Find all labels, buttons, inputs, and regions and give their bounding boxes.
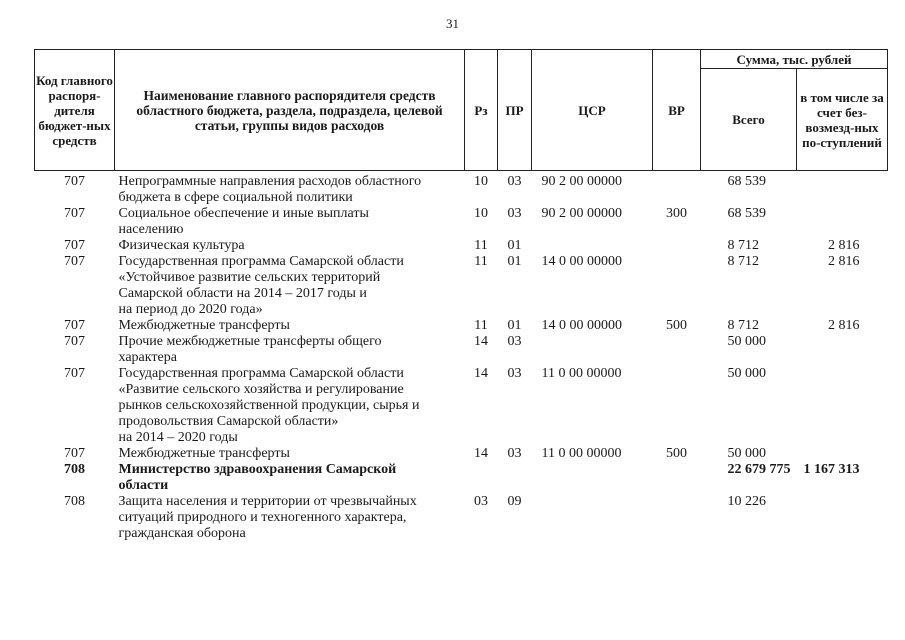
cell-code: 707 — [64, 318, 85, 333]
cell-pr: 03 — [507, 334, 522, 349]
table-body — [35, 171, 888, 543]
cell-rz: 14 — [474, 366, 488, 381]
cell-csr: 90 2 00 00000 — [541, 174, 622, 189]
cell-pr: 03 — [507, 174, 522, 189]
cell-code: 708 — [64, 494, 85, 509]
table-row — [35, 366, 888, 446]
cell-total: 50 000 — [727, 334, 766, 349]
table-row — [35, 446, 888, 462]
cell-rz: 14 — [474, 334, 488, 349]
cell-code: 707 — [64, 174, 85, 189]
table-row — [35, 462, 888, 494]
cell-total: 68 539 — [727, 174, 766, 189]
cell-code: 707 — [64, 366, 85, 381]
cell-pr: 01 — [507, 318, 522, 333]
cell-total: 50 000 — [727, 366, 766, 381]
cell-name: Министерство здравоохранения Самарской области — [118, 462, 397, 493]
cell-vr: 500 — [666, 446, 687, 461]
header-vr: ВР — [653, 50, 701, 171]
cell-csr — [532, 238, 653, 254]
cell-total: 50 000 — [727, 446, 766, 461]
table-row — [35, 254, 888, 318]
table-row — [35, 206, 888, 238]
cell-gratuitous: 2 816 — [828, 318, 860, 333]
table-row — [35, 318, 888, 334]
cell-name: Социальное обеспечение и иные выплаты населению — [118, 206, 369, 237]
cell-gratuitous: 2 816 — [828, 254, 860, 269]
cell-csr: 11 0 00 00000 — [541, 446, 622, 461]
cell-gratuitous: 1 167 313 — [803, 462, 860, 477]
cell-csr — [532, 334, 653, 366]
cell-code: 708 — [64, 462, 85, 477]
cell-vr — [653, 171, 701, 207]
cell-rz: 11 — [474, 318, 488, 333]
cell-vr — [653, 238, 701, 254]
cell-code: 707 — [64, 206, 85, 221]
cell-name: Государственная программа Самарской области «Развитие сельского хозяйства и регулирование рынков сельскохозяйственной продукции, сырья и продовольствия Самарской области» на 2014 – 2020 годы — [118, 366, 420, 445]
cell-code: 707 — [64, 254, 85, 269]
cell-vr — [653, 334, 701, 366]
page-number: 31 — [446, 16, 459, 31]
cell-pr: 01 — [507, 254, 522, 269]
cell-gratuitous — [797, 366, 888, 446]
budget-table — [34, 49, 888, 542]
cell-csr: 14 0 00 00000 — [541, 254, 622, 269]
cell-pr — [498, 462, 532, 494]
cell-csr — [532, 462, 653, 494]
cell-name: Государственная программа Самарской области «Устойчивое развитие сельских территорий Самарской области на 2014 – 2017 годы и на период до 2020 года» — [118, 254, 404, 317]
cell-rz: 03 — [474, 494, 488, 509]
cell-name: Межбюджетные трансферты — [118, 318, 290, 333]
header-csr: ЦСР — [532, 50, 653, 171]
header-rz: Рз — [465, 50, 498, 171]
cell-csr: 90 2 00 00000 — [541, 206, 622, 221]
cell-gratuitous: 2 816 — [828, 238, 860, 253]
cell-total: 8 712 — [727, 318, 759, 333]
cell-name: Непрограммные направления расходов областного бюджета в сфере социальной политики — [118, 174, 422, 205]
cell-vr — [653, 366, 701, 446]
cell-rz — [465, 462, 498, 494]
cell-gratuitous — [797, 494, 888, 542]
cell-pr: 03 — [507, 206, 522, 221]
cell-gratuitous — [797, 206, 888, 238]
cell-rz: 10 — [474, 174, 488, 189]
cell-pr: 09 — [507, 494, 522, 509]
cell-name: Защита населения и территории от чрезвычайных ситуаций природного и техногенного характера, гражданская оборона — [118, 494, 417, 541]
header-pr: ПР — [498, 50, 532, 171]
cell-csr — [532, 494, 653, 542]
header-total: Всего — [701, 69, 797, 171]
table-row — [35, 334, 888, 366]
cell-total: 68 539 — [727, 206, 766, 221]
cell-vr: 300 — [666, 206, 687, 221]
cell-name: Прочие межбюджетные трансферты общего характера — [118, 334, 382, 365]
cell-code: 707 — [64, 446, 85, 461]
cell-pr: 03 — [507, 366, 522, 381]
cell-total: 22 679 775 — [727, 462, 791, 477]
header-code: Код главного распоря-дителя бюджет-ных средств — [35, 50, 115, 171]
cell-name: Межбюджетные трансферты — [118, 446, 290, 461]
cell-total: 8 712 — [727, 254, 759, 269]
cell-code: 707 — [64, 238, 85, 253]
cell-code: 707 — [64, 334, 85, 349]
cell-pr: 03 — [507, 446, 522, 461]
cell-name: Физическая культура — [118, 238, 245, 253]
cell-rz: 11 — [474, 238, 488, 253]
table-header — [35, 50, 888, 171]
cell-total: 10 226 — [727, 494, 766, 509]
table-row — [35, 171, 888, 207]
cell-vr — [653, 254, 701, 318]
table-row — [35, 494, 888, 542]
cell-gratuitous — [797, 171, 888, 207]
cell-gratuitous — [797, 334, 888, 366]
cell-vr — [653, 462, 701, 494]
cell-csr: 14 0 00 00000 — [541, 318, 622, 333]
cell-vr: 500 — [666, 318, 687, 333]
cell-rz: 14 — [474, 446, 488, 461]
cell-rz: 10 — [474, 206, 488, 221]
cell-total: 8 712 — [727, 238, 759, 253]
header-sum-group: Сумма, тыс. рублей — [701, 50, 888, 69]
cell-csr: 11 0 00 00000 — [541, 366, 622, 381]
table-row — [35, 238, 888, 254]
cell-pr: 01 — [507, 238, 522, 253]
cell-vr — [653, 494, 701, 542]
header-name: Наименование главного распорядителя средств областного бюджета, раздела, подраздела, целевой статьи, группы видов расходов — [115, 50, 465, 171]
header-gratuitous: в том числе за счет без-возмезд-ных по-ступлений — [797, 69, 888, 171]
cell-gratuitous — [797, 446, 888, 462]
cell-rz: 11 — [474, 254, 488, 269]
